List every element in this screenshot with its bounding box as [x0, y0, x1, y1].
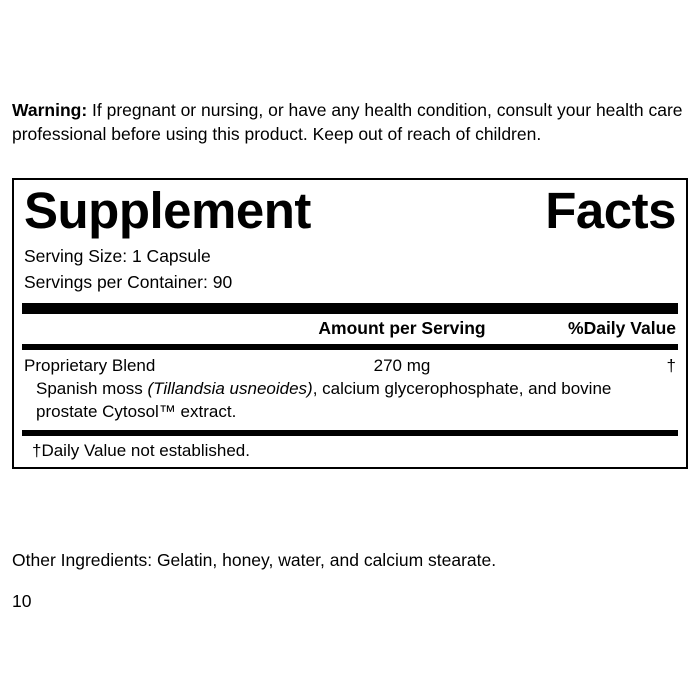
warning-label: Warning: — [12, 99, 88, 120]
servings-per-container: Servings per Container: 90 — [24, 271, 233, 292]
blend-description-botanical: (Tillandsia usneoides) — [147, 379, 313, 399]
column-header-spacer — [24, 318, 286, 339]
supplement-facts-title — [22, 180, 678, 242]
panel-rule-thick-top — [22, 303, 678, 314]
other-ingredients: Other Ingredients: Gelatin, honey, water, and calcium stearate. — [12, 550, 497, 570]
table-row — [22, 350, 678, 376]
page-number: 10 — [12, 591, 32, 611]
column-header-daily-value: %Daily Value — [568, 318, 676, 339]
serving-size: Serving Size: 1 Capsule — [24, 246, 211, 267]
blend-description-post: , calcium glycerophosphate, and bovine prostate Cytosol™ extract. — [36, 379, 612, 422]
warning-paragraph — [12, 98, 688, 148]
serving-info — [22, 242, 678, 295]
supplement-facts-title-word1: Supplement — [24, 182, 311, 239]
blend-description — [22, 376, 678, 430]
column-header-amount: Amount per Serving — [318, 318, 486, 339]
nutrient-amount: 270 mg — [373, 356, 431, 376]
daily-value-footnote: †Daily Value not established. — [32, 441, 250, 461]
blend-description-pre: Spanish moss — [36, 379, 148, 399]
warning-text: If pregnant or nursing, or have any health condition, consult your health care professional before using this product. Keep out of reach of children. — [12, 99, 683, 145]
column-headers — [22, 314, 678, 344]
nutrient-daily-value: † — [666, 356, 676, 376]
nutrient-name: Proprietary Blend — [24, 356, 156, 376]
supplement-facts-title-word2: Facts — [545, 182, 676, 239]
supplement-facts-panel — [12, 178, 688, 469]
